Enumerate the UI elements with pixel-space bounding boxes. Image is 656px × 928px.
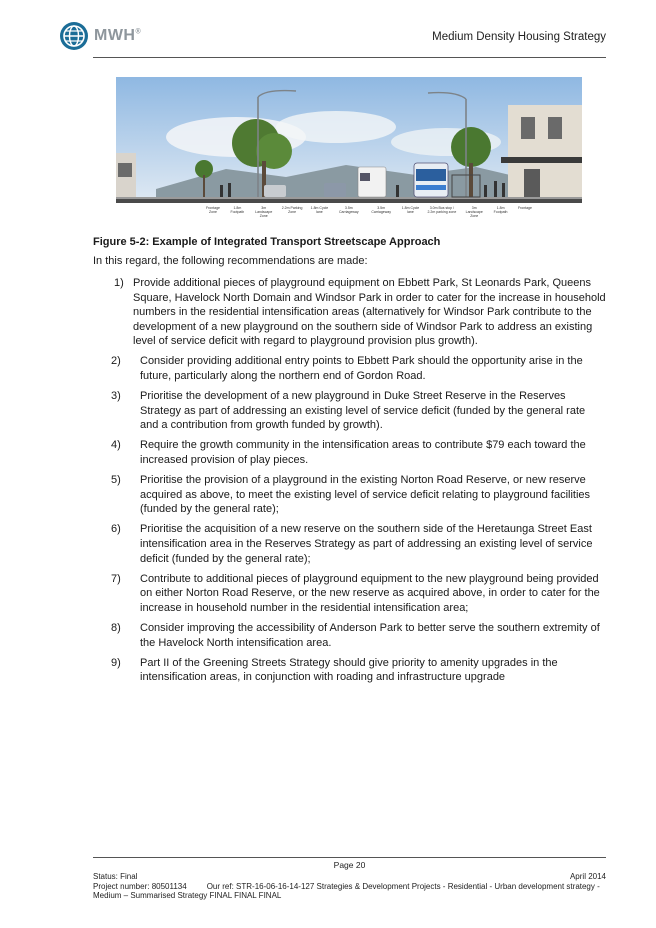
footer-divider [93,857,606,858]
item-number: 9) [111,656,121,669]
item-text: Prioritise the development of a new playground in Duke Street Reserve in the Reserves Strategy as part of addressing an existing level of service deficit (funded by the general rate and a contribution from growth funded by growth). [140,390,586,432]
item-number: 3) [111,390,121,403]
streetscape-photo [116,77,582,219]
header-divider [93,57,606,58]
scale-label: 2.2m Parking Zone [281,206,303,214]
item-number: 6) [111,523,121,536]
item-number: 7) [111,572,121,585]
item-number: 2) [111,355,121,368]
globe-icon [60,22,88,50]
scale-label: 1.8m Footpath [230,206,245,214]
list-item [93,656,606,685]
reference-line [93,882,606,901]
scale-label: 1.8m Footpath [493,206,508,214]
date-text: April 2014 [569,872,606,882]
list-item [93,354,606,383]
item-text: Require the growth community in the intensification areas to contribute $79 each toward the increased provision of play pieces. [140,439,586,467]
scale-label: 3m Landscape Zone [255,206,273,218]
item-text: Prioritise the provision of a playground in the existing Norton Road Reserve, or new reserve acquired as above, to meet the existing level of service deficit relating to playground facilities (funded by the general rate); [140,474,591,516]
scale-label: 3.5m Carriageway [338,206,359,214]
scale-label: 1.8m Cycle lane [401,206,420,214]
scale-label: Frontage Zone [205,206,220,214]
scale-label: 3.5m Carriageway [371,206,391,214]
scale-label: Frontage [517,206,532,210]
intro-paragraph: In this regard, the following recommendations are made: [93,255,368,267]
streetscape-figure [116,77,582,219]
scale-label: 3.0m Bus stop / 2.2m parking zone [427,206,457,214]
item-number: 5) [111,474,121,487]
mwh-logo [60,20,141,52]
item-text: Contribute to additional pieces of playground equipment to the new playground being provided on either Norton Road Reserve, or the new reserve as acquired above, in order to cater for the increase in household number in the residential intensification area; [140,572,600,614]
scale-labels [204,206,534,219]
list-item [93,522,606,566]
item-number: 8) [111,621,121,634]
page-number: Page 20 [333,860,366,870]
list-item [93,276,606,349]
item-number: 4) [111,439,121,452]
item-number: 1) [114,277,124,289]
status-row [93,872,606,881]
document-title: Medium Density Housing Strategy [432,31,606,43]
item-text: Prioritise the acquisition of a new reserve on the southern side of the Heretaunga Street East intensification area in the Reserves Strategy as part of addressing an existing level of service deficit (funded by the general rate); [140,523,593,565]
logo-text: MWH® [94,27,142,44]
list-item [93,572,606,616]
list-item [93,438,606,467]
recommendations-list [93,276,606,690]
page-header [60,20,606,58]
item-text: Part II of the Greening Streets Strategy should give priority to amenity upgrades in the intensification areas, in conjunction with roading and infrastructure upgrade [140,656,558,684]
status-text: Status: Final [93,872,138,882]
item-text: Consider providing additional entry points to Ebbett Park should the opportunity arise in the future, particularly along the northern end of Gordon Road. [140,355,583,383]
project-number: Project number: 80501134 [93,881,187,891]
list-item [93,389,606,433]
our-ref: Our ref: STR-16-06-16-14-127 Strategies & Development Projects - Residential - Urban development strategy - Medium – Summarised Strategy FINAL FINAL FINAL [93,881,600,901]
list-item [93,473,606,517]
scale-label: 1.8m Cycle lane [310,206,329,214]
figure-caption: Figure 5-2: Example of Integrated Transport Streetscape Approach [93,236,441,248]
page-footer [93,861,606,901]
list-item [93,621,606,650]
scale-label: 3m Landscape Zone [465,206,483,218]
item-text: Consider improving the accessibility of Anderson Park to better serve the southern extremity of the Havelock North intensification area. [140,621,600,649]
item-text: Provide additional pieces of playground equipment on Ebbett Park, St Leonards Park, Queens Square, Havelock North Domain and Windsor Park in order to cater for the increase in household numbers in the residential intensification areas (alternatively for Windsor Park contribute to the development of a new playground on the southern side of Windsor Park to address an existing level of service deficit with regard to playground provision plus growth). [133,277,606,348]
